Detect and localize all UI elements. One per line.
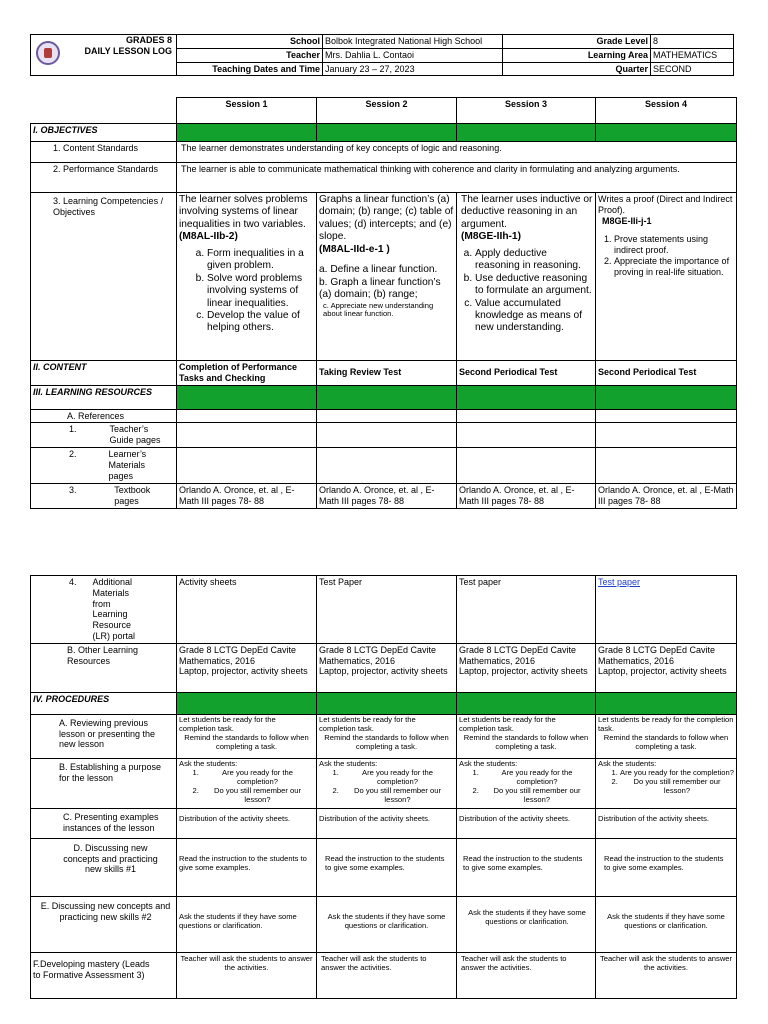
proc-b-intro: Ask the students: bbox=[179, 758, 238, 768]
lesson-table-page-2 bbox=[30, 575, 737, 999]
other-line-2: Laptop, projector, activity sheets bbox=[598, 666, 727, 677]
other-line-1: Grade 8 LCTG DepEd Cavite Mathematics, 2016 bbox=[598, 644, 716, 666]
teacher-value: Mrs. Dahlia L. Contaoi bbox=[323, 48, 503, 62]
procedure-f-label: F.Developing mastery (Leads to Formative Assessment 3) bbox=[31, 952, 177, 998]
s2-c: c. Appreciate new understanding about linear function. bbox=[323, 300, 434, 319]
s2-a: a. Define a linear function. bbox=[319, 264, 438, 276]
test-paper-link[interactable]: Test paper bbox=[598, 577, 641, 587]
green-band bbox=[596, 385, 737, 409]
empty-cell bbox=[596, 448, 737, 483]
green-band bbox=[177, 692, 317, 714]
procedure-c-s1: Distribution of the activity sheets. bbox=[177, 808, 317, 838]
resources-heading: III. LEARNING RESOURCES bbox=[31, 385, 177, 409]
session-4-competencies bbox=[596, 193, 737, 361]
textbook-session-3: Orlando A. Oronce, et. al , E-Math III pages 78- 88 bbox=[457, 483, 596, 508]
item-number: 3. bbox=[69, 484, 77, 495]
green-band bbox=[596, 124, 737, 142]
other-session-1 bbox=[177, 643, 317, 692]
grade-level-label: Grade Level bbox=[503, 35, 651, 49]
empty-cell bbox=[317, 409, 457, 423]
empty-cell bbox=[177, 423, 317, 448]
procedure-e-s2: Ask the students if they have some questions or clarification. bbox=[317, 896, 457, 952]
additional-session-2: Test Paper bbox=[317, 576, 457, 644]
s3-intro: The learner uses inductive or deductive reasoning in an argument. bbox=[461, 194, 593, 230]
other-session-4 bbox=[596, 643, 737, 692]
procedure-c-s4: Distribution of the activity sheets. bbox=[596, 808, 737, 838]
session-1-competencies bbox=[177, 193, 317, 361]
other-line-1: Grade 8 LCTG DepEd Cavite Mathematics, 2016 bbox=[459, 644, 577, 666]
quarter-value: SECOND bbox=[651, 62, 734, 76]
list-item: c. Value accumulated knowledge as means of new understanding. bbox=[475, 298, 593, 335]
proc-b-list bbox=[179, 769, 314, 805]
textbook-session-2: Orlando A. Oronce, et. al , E-Math III pages 78- 88 bbox=[317, 483, 457, 508]
green-band bbox=[317, 385, 457, 409]
proc-a-line2: Remind the standards to follow when completing a task. bbox=[324, 732, 449, 751]
s3-code: (M8GE-IIh-1) bbox=[461, 231, 521, 243]
empty-cell bbox=[177, 448, 317, 483]
procedure-d-s2: Read the instruction to the students to give some examples. bbox=[317, 838, 457, 896]
additional-materials-label bbox=[31, 576, 177, 644]
procedure-b-label: B. Establishing a purpose for the lesson bbox=[31, 758, 177, 808]
s1-list bbox=[179, 248, 314, 335]
objectives-heading: I. OBJECTIVES bbox=[31, 124, 177, 142]
item-text: Teacher’s Guide pages bbox=[109, 424, 161, 446]
procedures-heading: IV. PROCEDURES bbox=[31, 692, 177, 714]
list-item: 2. Appreciate the importance of proving in real-life situation. bbox=[614, 256, 734, 278]
item-number: 4. bbox=[69, 577, 77, 587]
proc-a-line2: Remind the standards to follow when completing a task. bbox=[184, 732, 309, 751]
s4-list bbox=[598, 234, 734, 277]
log-title: DAILY LESSON LOG bbox=[84, 45, 172, 56]
content-standards-text: The learner demonstrates understanding of key concepts of logic and reasoning. bbox=[177, 142, 737, 163]
empty-cell bbox=[317, 423, 457, 448]
session-4-header: Session 4 bbox=[596, 98, 737, 124]
list-item: 1. Are you ready for the completion? bbox=[620, 769, 734, 778]
item-text: Learner’s Materials pages bbox=[108, 449, 147, 481]
empty-cell bbox=[596, 409, 737, 423]
other-line-2: Laptop, projector, activity sheets bbox=[459, 666, 588, 677]
learners-materials-label bbox=[31, 448, 177, 483]
green-band bbox=[596, 692, 737, 714]
procedure-d-s1: Read the instruction to the students to give some examples. bbox=[177, 838, 317, 896]
item-text: Textbook pages bbox=[114, 484, 151, 506]
proc-b-list bbox=[598, 769, 734, 796]
content-session-2: Taking Review Test bbox=[317, 361, 457, 386]
green-band bbox=[457, 124, 596, 142]
session-1-header: Session 1 bbox=[177, 98, 317, 124]
list-item: 2. Do you still remember our lesson? bbox=[481, 787, 593, 805]
proc-a-line2: Remind the standards to follow when completing a task. bbox=[603, 732, 729, 751]
s2-b: b. Graph a linear function’s (a) domain; (b) range; bbox=[319, 276, 441, 301]
procedure-f-s2: Teacher will ask the students to answer the activities. bbox=[317, 952, 457, 998]
content-session-1: Completion of Performance Tasks and Checking bbox=[177, 361, 317, 386]
list-item: 2. Do you still remember our lesson? bbox=[620, 778, 734, 796]
proc-b-intro: Ask the students: bbox=[459, 758, 518, 768]
proc-b-intro: Ask the students: bbox=[319, 758, 378, 768]
grade-level-value: 8 bbox=[651, 35, 734, 49]
list-item: 1. Are you ready for the completion? bbox=[481, 769, 593, 787]
list-item: 1. Prove statements using indirect proof. bbox=[614, 234, 734, 256]
procedure-a-label: A. Reviewing previous lesson or presenting the new lesson bbox=[31, 714, 177, 758]
school-value: Bolbok Integrated National High School bbox=[323, 35, 503, 49]
procedure-a-s1 bbox=[177, 714, 317, 758]
s2-intro: Graphs a linear function’s (a) domain; (b) range; (c) table of values; (d) intercepts; and (e) slope. bbox=[319, 194, 454, 243]
additional-session-3: Test paper bbox=[457, 576, 596, 644]
textbook-pages-label bbox=[31, 483, 177, 508]
list-item: 1. Are you ready for the completion? bbox=[341, 769, 454, 787]
content-heading: II. CONTENT bbox=[31, 361, 177, 386]
empty-cell bbox=[457, 448, 596, 483]
procedure-b-s4 bbox=[596, 758, 737, 808]
other-line-2: Laptop, projector, activity sheets bbox=[179, 666, 308, 677]
s2-code: (M8AL-IId-e-1 ) bbox=[319, 243, 390, 255]
procedure-f-s1: Teacher will ask the students to answer the activities. bbox=[177, 952, 317, 998]
other-resources-label: B. Other Learning Resources bbox=[31, 643, 177, 692]
proc-a-line1: Let students be ready for the completion task. bbox=[459, 714, 556, 733]
procedure-c-s3: Distribution of the activity sheets. bbox=[457, 808, 596, 838]
corner-cell bbox=[31, 98, 177, 124]
proc-a-line1: Let students be ready for the completion task. bbox=[598, 714, 734, 733]
school-label: School bbox=[177, 35, 323, 49]
teachers-guide-label bbox=[31, 423, 177, 448]
additional-session-4-link[interactable] bbox=[596, 576, 737, 644]
additional-session-1: Activity sheets bbox=[177, 576, 317, 644]
performance-standards-label: 2. Performance Standards bbox=[31, 163, 177, 193]
other-session-2 bbox=[317, 643, 457, 692]
procedure-b-s3 bbox=[457, 758, 596, 808]
green-band bbox=[457, 692, 596, 714]
procedure-a-s2 bbox=[317, 714, 457, 758]
dates-label: Teaching Dates and Time bbox=[177, 62, 323, 76]
list-item: a. Apply deductive reasoning in reasoning. bbox=[475, 248, 593, 273]
content-standards-label: 1. Content Standards bbox=[31, 142, 177, 163]
textbook-session-4: Orlando A. Oronce, et. al , E-Math III pages 78- 88 bbox=[596, 483, 737, 508]
procedure-a-s4 bbox=[596, 714, 737, 758]
other-line-1: Grade 8 LCTG DepEd Cavite Mathematics, 2016 bbox=[319, 644, 437, 666]
procedure-d-s4: Read the instruction to the students to give some examples. bbox=[596, 838, 737, 896]
session-2-header: Session 2 bbox=[317, 98, 457, 124]
item-number: 1. bbox=[69, 424, 77, 435]
references-label: A. References bbox=[31, 409, 177, 423]
green-band bbox=[177, 124, 317, 142]
proc-a-line1: Let students be ready for the completion task. bbox=[179, 714, 276, 733]
procedure-c-label: C. Presenting examples instances of the lesson bbox=[31, 808, 177, 838]
list-item: 1. Are you ready for the completion? bbox=[201, 769, 314, 787]
procedure-e-s3: Ask the students if they have some questions or clarification. bbox=[457, 896, 596, 952]
procedure-a-s3 bbox=[457, 714, 596, 758]
green-band bbox=[457, 385, 596, 409]
empty-cell bbox=[457, 409, 596, 423]
procedure-b-s2 bbox=[317, 758, 457, 808]
s4-intro: Writes a proof (Direct and Indirect Proof). bbox=[598, 194, 733, 215]
s1-intro: The learner solves problems involving systems of linear inequalities in two variables. bbox=[179, 194, 308, 230]
lesson-table-page-1 bbox=[30, 97, 737, 509]
list-item: a. Form inequalities in a given problem. bbox=[207, 248, 314, 273]
content-session-3: Second Periodical Test bbox=[457, 361, 596, 386]
procedure-e-s1: Ask the students if they have some questions or clarification. bbox=[177, 896, 317, 952]
proc-a-line2: Remind the standards to follow when completing a task. bbox=[463, 732, 589, 751]
session-3-header: Session 3 bbox=[457, 98, 596, 124]
procedure-c-s2: Distribution of the activity sheets. bbox=[317, 808, 457, 838]
procedure-f-s3: Teacher will ask the students to answer the activities. bbox=[457, 952, 596, 998]
learning-area-value: MATHEMATICS bbox=[651, 48, 734, 62]
empty-cell bbox=[317, 448, 457, 483]
s3-list bbox=[461, 248, 593, 335]
proc-b-intro: Ask the students: bbox=[598, 758, 657, 768]
item-text: Additional Materials from Learning Resource (LR) portal bbox=[92, 577, 136, 641]
green-band bbox=[177, 385, 317, 409]
item-number: 2. bbox=[69, 449, 77, 460]
empty-cell bbox=[177, 409, 317, 423]
dates-value: January 23 – 27, 2023 bbox=[323, 62, 503, 76]
other-line-1: Grade 8 LCTG DepEd Cavite Mathematics, 2016 bbox=[179, 644, 297, 666]
other-line-2: Laptop, projector, activity sheets bbox=[319, 666, 448, 677]
empty-cell bbox=[457, 423, 596, 448]
list-item: c. Develop the value of helping others. bbox=[207, 310, 314, 335]
proc-b-list bbox=[319, 769, 454, 805]
learning-area-label: Learning Area bbox=[503, 48, 651, 62]
s1-code: (M8AL-IIb-2) bbox=[179, 231, 238, 243]
competencies-label: 3. Learning Competencies / Objectives bbox=[31, 193, 177, 361]
quarter-label: Quarter bbox=[503, 62, 651, 76]
procedure-b-s1 bbox=[177, 758, 317, 808]
grades-label: GRADES 8 bbox=[125, 35, 172, 45]
procedure-d-s3: Read the instruction to the students to give some examples. bbox=[457, 838, 596, 896]
proc-b-list bbox=[459, 769, 593, 805]
procedure-f-s4: Teacher will ask the students to answer the activities. bbox=[596, 952, 737, 998]
s4-code: M8GE-IIi-j-1 bbox=[602, 215, 652, 226]
proc-a-line1: Let students be ready for the completion task. bbox=[319, 714, 416, 733]
teacher-label: Teacher bbox=[177, 48, 323, 62]
procedure-e-label: E. Discussing new concepts and practicing new skills #2 bbox=[31, 896, 177, 952]
performance-standards-text: The learner is able to communicate mathematical thinking with coherence and clarity in formulating and analyzing arguments. bbox=[177, 163, 737, 193]
other-session-3 bbox=[457, 643, 596, 692]
list-item: b. Use deductive reasoning to formulate an argument. bbox=[475, 273, 593, 298]
textbook-session-1: Orlando A. Oronce, et. al , E-Math III pages 78- 88 bbox=[177, 483, 317, 508]
content-session-4: Second Periodical Test bbox=[596, 361, 737, 386]
list-item: 2. Do you still remember our lesson? bbox=[341, 787, 454, 805]
list-item: 2. Do you still remember our lesson? bbox=[201, 787, 314, 805]
header-table bbox=[30, 34, 734, 76]
session-2-competencies bbox=[317, 193, 457, 361]
procedure-e-s4: Ask the students if they have some questions or clarification. bbox=[596, 896, 737, 952]
green-band bbox=[317, 692, 457, 714]
session-3-competencies bbox=[457, 193, 596, 361]
list-item: b. Solve word problems involving systems of linear inequalities. bbox=[207, 273, 314, 310]
green-band bbox=[317, 124, 457, 142]
procedure-d-label: D. Discussing new concepts and practicing new skills #1 bbox=[31, 838, 177, 896]
empty-cell bbox=[596, 423, 737, 448]
